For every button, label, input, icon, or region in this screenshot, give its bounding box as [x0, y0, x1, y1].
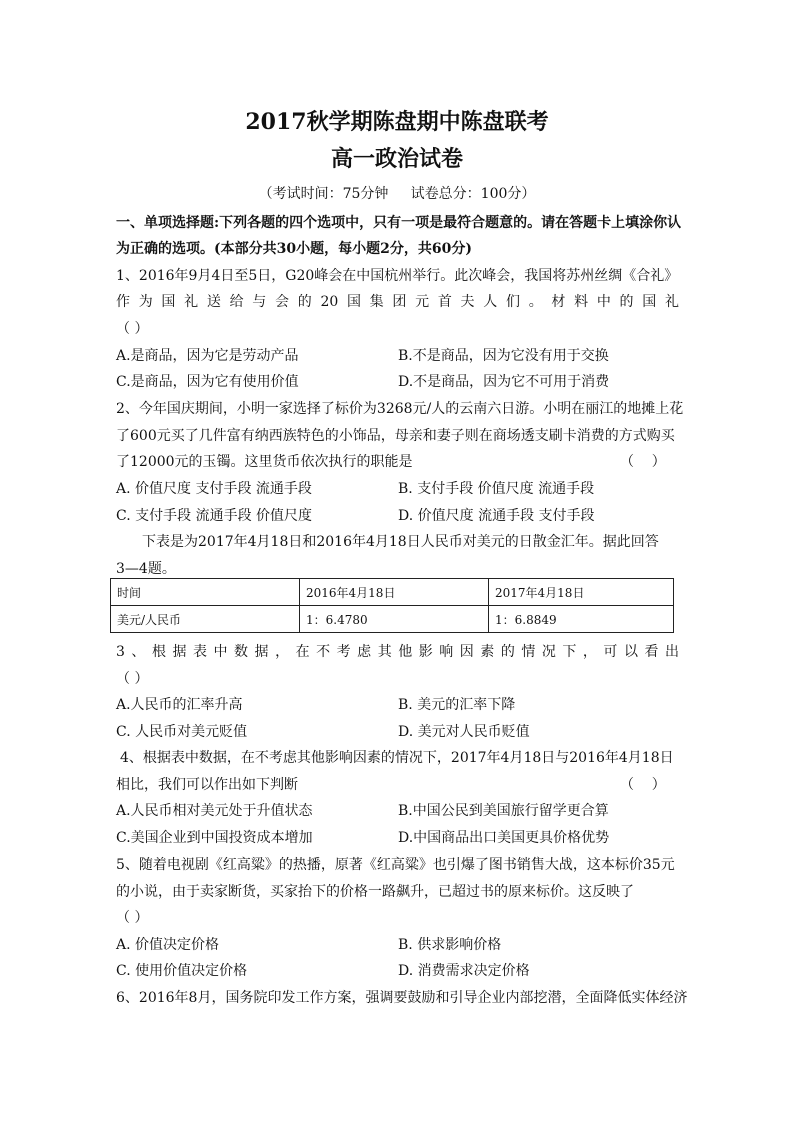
- q2-option-b: B. 支付手段 价值尺度 流通手段: [398, 481, 595, 497]
- exchange-rate-table: [110, 578, 674, 633]
- table-cell: 1：6.4780: [300, 606, 489, 633]
- section-heading-line1: 一、单项选择题:下列各题的四个选项中，只有一项是最符合题意的。请在答题卡上填涂你认: [116, 215, 682, 231]
- q4-paren: （ ）: [620, 777, 666, 793]
- exam-subtitle: 高一政治试卷: [330, 146, 463, 172]
- q3-paren: （ ）: [116, 671, 149, 687]
- table-row: [111, 606, 674, 633]
- q3-option-a: A.人民币的汇率升高: [116, 697, 243, 713]
- q3-option-c: C. 人民币对美元贬值: [116, 724, 248, 740]
- exam-info: （考试时间：75分钟 试卷总分：100分）: [258, 186, 536, 202]
- q1-line1: 1、2016年9月4日至5日，G20峰会在中国杭州举行。此次峰会，我国将苏州丝绸《合礼》: [116, 268, 679, 284]
- table-header-cell: 时间: [111, 579, 300, 606]
- q3-line1: 3、根据表中数据，在不考虑其他影响因素的情况下，可以看出: [116, 644, 679, 660]
- table-header-cell: 2017年4月18日: [489, 579, 674, 606]
- table-header-row: [111, 579, 674, 606]
- q2-line2: 了600元买了几件富有纳西族特色的小饰品，母亲和妻子则在商场透支刷卡消费的方式购买: [116, 428, 675, 444]
- q5-paren: （ ）: [116, 910, 149, 926]
- q3-option-d: D. 美元对人民币贬值: [398, 724, 530, 740]
- table-cell: 1：6.8849: [489, 606, 674, 633]
- q5-line1: 5、随着电视剧《红高粱》的热播，原著《红高粱》也引爆了图书销售大战，这本标价35元: [116, 857, 675, 873]
- q4-option-c: C.美国企业到中国投资成本增加: [116, 830, 313, 846]
- q4-option-d: D.中国商品出口美国更具价格优势: [398, 830, 610, 846]
- q5-line2: 的小说，由于卖家断货，买家抬下的价格一路飙升，已超过书的原来标价。这反映了: [116, 884, 634, 900]
- q3-option-b: B. 美元的汇率下降: [398, 697, 516, 713]
- q1-option-c: C.是商品，因为它有使用价值: [116, 374, 299, 390]
- q5-option-c: C. 使用价值决定价格: [116, 963, 248, 979]
- q2-option-a: A. 价值尺度 支付手段 流通手段: [116, 481, 312, 497]
- q6-line1: 6、2016年8月，国务院印发工作方案，强调要鼓励和引导企业内部挖潜，全面降低实体经济: [116, 990, 688, 1006]
- table-header-cell: 2016年4月18日: [300, 579, 489, 606]
- q2-line3: 了12000元的玉镯。这里货币依次执行的职能是: [116, 454, 413, 470]
- q4-line1: 4、根据表中数据，在不考虑其他影响因素的情况下，2017年4月18日与2016年4月18日: [120, 750, 674, 766]
- q2-option-d: D. 价值尺度 流通手段 支付手段: [398, 508, 595, 524]
- q2-option-c: C. 支付手段 流通手段 价值尺度: [116, 508, 313, 524]
- q4-line2: 相比，我们可以作出如下判断: [116, 777, 298, 793]
- q1-line2: 作为国礼送给与会的20国集团元首夫人们。材料中的国礼: [116, 294, 679, 310]
- section-heading-line2: 为正确的选项。(本部分共30小题，每小题2分，共60分): [116, 241, 472, 257]
- q4-option-b: B.中国公民到美国旅行留学更合算: [398, 803, 609, 819]
- q2-paren: （ ）: [620, 454, 666, 470]
- q1-option-a: A.是商品，因为它是劳动产品: [116, 348, 299, 364]
- q5-option-b: B. 供求影响价格: [398, 937, 502, 953]
- q4-option-a: A.人民币相对美元处于升值状态: [116, 803, 313, 819]
- q1-option-d: D.不是商品，因为它不可用于消费: [398, 374, 610, 390]
- q1-paren: （ ）: [116, 321, 149, 337]
- q5-option-d: D. 消费需求决定价格: [398, 963, 530, 979]
- q2-line1: 2、今年国庆期间，小明一家选择了标价为3268元/人的云南六日游。小明在丽江的地摊上花: [116, 401, 684, 417]
- table-intro-line2: 3—4题。: [116, 561, 176, 577]
- table-cell: 美元/人民币: [111, 606, 300, 633]
- q5-option-a: A. 价值决定价格: [116, 937, 220, 953]
- q1-option-b: B.不是商品，因为它没有用于交换: [398, 348, 609, 364]
- exam-title: 2017秋学期陈盘期中陈盘联考: [245, 109, 549, 135]
- table-intro-line1: 下表是为2017年4月18日和2016年4月18日人民币对美元的日散金汇年。据此回答: [142, 534, 659, 550]
